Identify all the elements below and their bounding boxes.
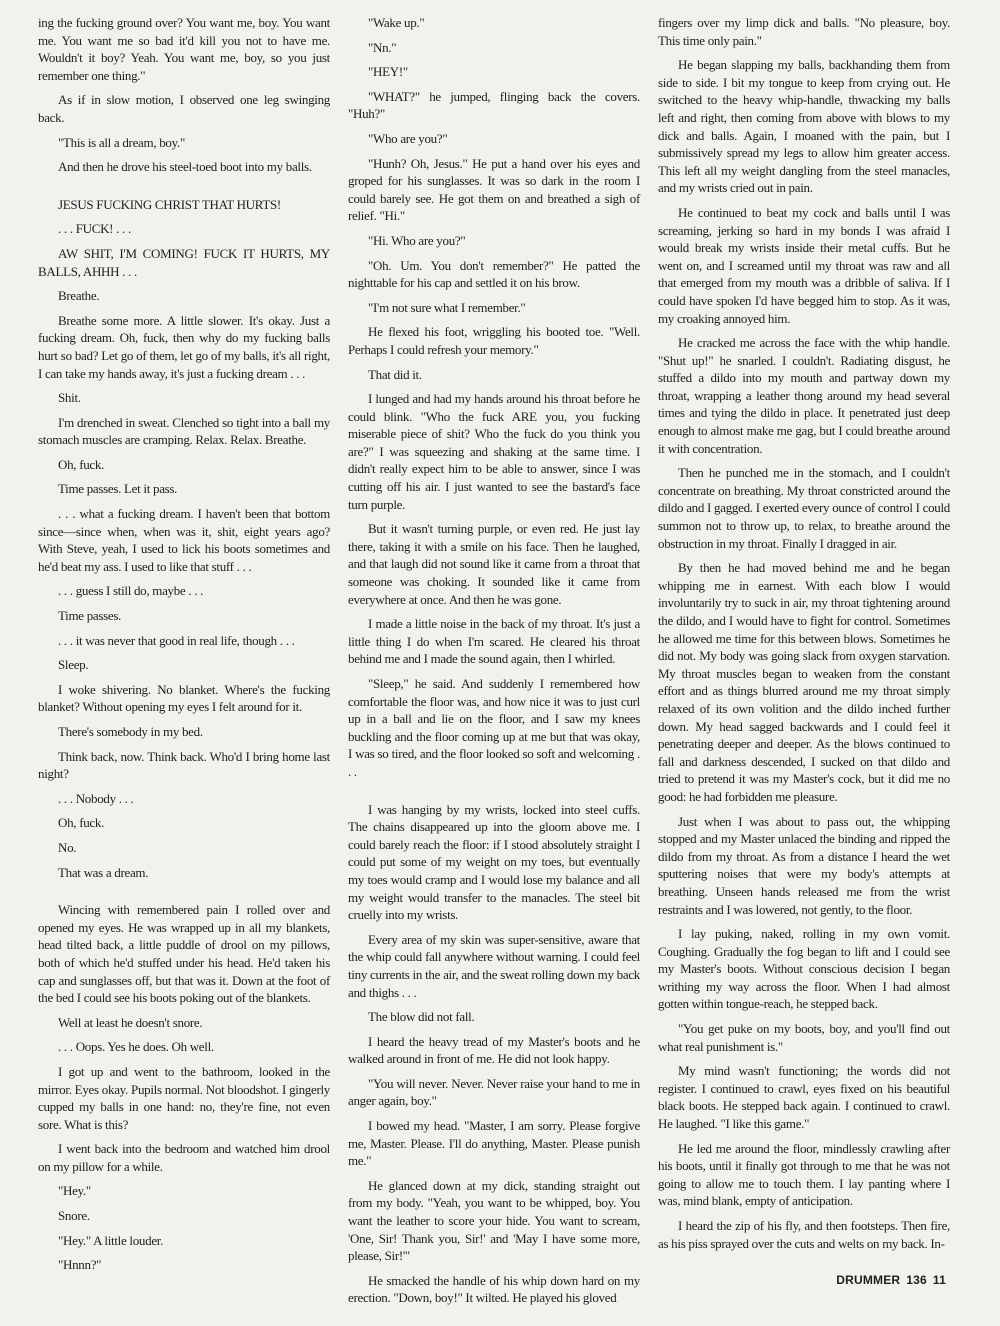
paragraph: fingers over my limp dick and balls. "No pleasure, boy. This time only pain."	[658, 15, 950, 48]
paragraph: AW SHIT, I'M COMING! FUCK IT HURTS, MY BALLS, AHHH . . .	[38, 245, 330, 279]
paragraph: "Nn."	[368, 39, 397, 55]
paragraph: I went back into the bedroom and watched him drool on my pillow for a while.	[38, 1141, 330, 1174]
paragraph: "Who are you?"	[368, 130, 448, 146]
paragraph: "Hey." A little louder.	[58, 1232, 164, 1248]
issue-number: 136	[906, 1273, 927, 1288]
paragraph: . . . what a fucking dream. I haven't been that bottom since—since when, when was it, shit, eight years ago? With Steve, yeah, I used to lick his boots sometimes and he'd beat my ass. I used to like that stuff . . .	[38, 506, 330, 574]
paragraph: No.	[58, 839, 77, 855]
paragraph: "HEY!"	[368, 64, 408, 80]
paragraph: He began slapping my balls, backhanding them from side to side. I bit my tongue to keep from crying out. He switched to the heavy whip-handle, thwacking my balls left and right, then coming from above with blows to my dick and balls. Again, I moaned with the pain, but I submissively spread my legs to allow him greater access. This left all my weight dangling from the steel manacles, and my wrists cried out in pain.	[658, 57, 950, 196]
paragraph: I heard the zip of his fly, and then footsteps. Then fire, as his piss sprayed over the cuts and welts on my back. In-	[658, 1218, 950, 1251]
paragraph: ing the fucking ground over? You want me, boy. You want me. You want me so bad it'd kill you not to have me. Wouldn't it boy? Yeah. You want me, boy, so you just remember one thing."	[38, 15, 330, 83]
paragraph: . . . it was never that good in real life, though . . .	[58, 632, 295, 648]
paragraph: "Hunh? Oh, Jesus." He put a hand over his eyes and groped for his sunglasses. It was so dark in the room I could barely see. He got them on and breathed a sigh of relief. "Hi."	[348, 155, 640, 224]
paragraph: "WHAT?" he jumped, flinging back the covers. "Huh?"	[348, 88, 640, 122]
paragraph: "I'm not sure what I remember."	[368, 299, 526, 315]
paragraph: I bowed my head. "Master, I am sorry. Please forgive me, Master. Please. I'll do anything, Master. Please punish me."	[348, 1118, 640, 1169]
story-section	[348, 14, 640, 781]
paragraph: There's somebody in my bed.	[58, 724, 203, 739]
paragraph: JESUS FUCKING CHRIST THAT HURTS!	[58, 196, 281, 212]
paragraph: Time passes.	[58, 608, 122, 624]
paragraph: I heard the heavy tread of my Master's boots and he walked around in front of me. He did not look happy.	[348, 1033, 640, 1067]
paragraph: Just when I was about to pass out, the whipping stopped and my Master unlaced the binding and ripped the dildo from my throat. As from a distance I heard the wet sputtering noises that were my body's attempts at breathing. Unseen hands released me from the wrist restraints and I was lowered, not gently, to the floor.	[658, 813, 950, 917]
paragraph: I lay puking, naked, rolling in my own vomit. Coughing. Gradually the fog began to lift and I could see my Master's boots. Without conscious decision I began writhing my way across the floor. When I had almost gotten within tongue-reach, he stepped back.	[658, 926, 950, 1012]
paragraph: Then he punched me in the stomach, and I couldn't concentrate on breathing. My throat constricted around the dildo and I gagged. I exerted every ounce of control I could summon not to throw up, to relax, to breathe around the obstruction in my throat. Finally I dragged in air.	[658, 465, 950, 551]
story-section	[38, 901, 330, 1274]
paragraph: Well at least he doesn't snore.	[58, 1014, 203, 1030]
paragraph: . . . FUCK! . . .	[58, 221, 131, 237]
paragraph: He glanced down at my dick, standing straight out from my body. "Yeah, you want to be whipped, boy. You want the leather to score your hide. You want to scream, 'One, Sir! Thank you, Sir!' and 'May I have some more, please, Sir!'"	[348, 1177, 640, 1264]
paragraph: He cracked me across the face with the whip handle. "Shut up!" he snarled. I couldn't. Radiating disgust, he stuffed a dildo into my mouth and partway down my throat, wrapping a leather thong around my head several times and tying the dildo in place. It penetrated just deep enough to almost make me gag, but I could breathe around it with concentration.	[658, 335, 950, 456]
paragraph: The blow did not fall.	[368, 1009, 475, 1025]
story-section	[348, 801, 640, 1307]
magazine-name: DRUMMER	[836, 1273, 901, 1288]
paragraph: He led me around the floor, mindlessly crawling after his boots, until it finally got through to me that he was not going to allow me to touch them. I lay panting where I was, mind blank, empty of anticipation.	[658, 1140, 950, 1209]
paragraph: Every area of my skin was super-sensitive, aware that the whip could fall anywhere without warning. I could feel tiny currents in the air, and the sweat rolling down my back and thighs . . .	[348, 931, 640, 1000]
paragraph: Sleep.	[58, 657, 89, 673]
paragraph: "Wake up."	[368, 15, 425, 30]
paragraph: Snore.	[58, 1208, 90, 1224]
paragraph: "You will never. Never. Never raise your hand to me in anger again, boy."	[348, 1075, 640, 1109]
paragraph: Think back, now. Think back. Who'd I bring home last night?	[38, 748, 330, 782]
paragraph: "Oh. Um. You don't remember?" He patted the nighttable for his cap and settled it on his brow.	[348, 257, 640, 291]
paragraph: That was a dream.	[58, 864, 149, 880]
paragraph: I'm drenched in sweat. Clenched so tight into a ball my stomach muscles are cramping. Relax. Relax. Breathe.	[38, 414, 330, 448]
paragraph: That did it.	[368, 366, 422, 382]
story-section	[658, 14, 950, 1252]
paragraph: "Hi. Who are you?"	[368, 232, 466, 248]
story-section	[38, 14, 330, 176]
paragraph: As if in slow motion, I observed one leg swinging back.	[38, 92, 330, 125]
paragraph: "Sleep," he said. And suddenly I remembered how comfortable the floor was, and how nice it was to just curl up in a ball and lie on the floor, and I saw my knees buckling and the floor coming up at me but that was okay, I was so tired, and the floor looked so soft and welcoming . . .	[348, 676, 640, 779]
page-number: 11	[932, 1273, 946, 1288]
story-section	[38, 196, 330, 881]
text-column	[38, 14, 330, 1281]
paragraph: And then he drove his steel-toed boot into my balls.	[58, 159, 312, 175]
paragraph: Shit.	[58, 390, 81, 406]
paragraph: Time passes. Let it pass.	[58, 481, 178, 497]
paragraph: Breathe.	[58, 288, 100, 304]
paragraph: . . . Nobody . . .	[58, 790, 134, 806]
page-footer	[658, 1272, 950, 1288]
paragraph: But it wasn't turning purple, or even red. He just lay there, taking it with a smile on his face. Then he laughed, and that laugh did not sound like it came from a throat that someone was choking. It sounded like it came from everywhere at once. And then he was gone.	[348, 521, 640, 607]
paragraph: "Hnnn?"	[58, 1257, 102, 1273]
paragraph: I was hanging by my wrists, locked into steel cuffs. The chains disappeared up into the gloom above me. I could barely reach the floor: if I stood absolutely straight I could put some of my weight on my toes, but eventually my toes would cramp and I would lose my balance and all my weight would transfer to the manacles. The steel bit cruelly into my wrists.	[348, 801, 640, 923]
paragraph: By then he had moved behind me and he began whipping me in earnest. With each blow I would involuntarily try to suck in air, my throat tightening around the dildo, and I would have to fight for control. Sometimes he allowed me time for this between blows. Sometimes he did not. My body was going slack from oxygen starvation. My throat muscles began to weaken from the constant effort and as things blurred around me my throat simply relaxed of its own volition and the dildo inched further down. My head sagged backwards and I could feel it penetrating deeper and deeper. As the blows continued to fall and darkness descended, I sucked on that dildo and tried to pretend it was my Master's cock, but it did me no good: he had forbidden me pleasure.	[658, 560, 950, 804]
paragraph: Breathe some more. A little slower. It's okay. Just a fucking dream. Oh, fuck, then why do my fucking balls hurt so bad? Let go of them, let go of my balls, it's all right, I can take my hands away, it's just a fucking dream . . .	[38, 312, 330, 381]
text-column	[348, 14, 640, 1314]
paragraph: "You get puke on my boots, boy, and you'll find out what real punishment is."	[658, 1021, 950, 1054]
paragraph: I woke shivering. No blanket. Where's the fucking blanket? Without opening my eyes I felt around for it.	[38, 681, 330, 715]
paragraph: Wincing with remembered pain I rolled over and opened my eyes. He was wrapped up in all my blankets, head tilted back, a little puddle of drool on my pillows, both of which he'd stuffed under his head. He'd taken his cap and sunglasses off, but that was it. Down at the foot of the bed I could see his boots poking out of the blankets.	[38, 902, 330, 1006]
paragraph: I lunged and had my hands around his throat before he could blink. "Who the fuck ARE you, you fucking miserable piece of shit? Who the fuck do you think you are?" I was squeezing and shaking at the same time. I didn't really expect him to be able to answer, since I was cutting off his air. I just wanted to see the bastard's face turn purple.	[348, 391, 640, 512]
paragraph: . . . guess I still do, maybe . . .	[58, 583, 204, 599]
paragraph: He smacked the handle of his whip down hard on my erection. "Down, boy!" It wilted. He played his gloved	[348, 1272, 640, 1306]
paragraph: I made a little noise in the back of my throat. It's just a little thing I do when I'm scared. He cleared his throat behind me and I made the sound again, then I whirled.	[348, 616, 640, 667]
paragraph: Oh, fuck.	[58, 815, 105, 831]
paragraph: He continued to beat my cock and balls until I was screaming, jerking so hard in my bonds I was afraid I would break my wrists inside their metal cuffs. But he went on, and I screamed until my throat was raw and all that emerged from my mouth was a dribble of saliva. If I could have spoken I'd have begged him to stop. As it was, my croaking annoyed him.	[658, 204, 950, 326]
paragraph: Oh, fuck.	[58, 456, 105, 472]
text-column	[658, 14, 950, 1288]
paragraph: "Hey."	[58, 1183, 91, 1199]
paragraph: . . . Oops. Yes he does. Oh well.	[58, 1039, 214, 1055]
paragraph: I got up and went to the bathroom, looked in the mirror. Eyes okay. Pupils normal. Not bloodshot. I gingerly cupped my balls in one hand: no, they're fine, not even sore. What is this?	[38, 1063, 330, 1132]
paragraph: "This is all a dream, boy."	[58, 134, 185, 150]
paragraph: He flexed his foot, wriggling his booted toe. "Well. Perhaps I could refresh your memory."	[348, 324, 640, 357]
magazine-page	[38, 0, 950, 1314]
paragraph: My mind wasn't functioning; the words did not register. I continued to crawl, eyes fixed on his beautiful black boots. He stepped back again. I continued to crawl. He laughed. "I like this game."	[658, 1063, 950, 1132]
